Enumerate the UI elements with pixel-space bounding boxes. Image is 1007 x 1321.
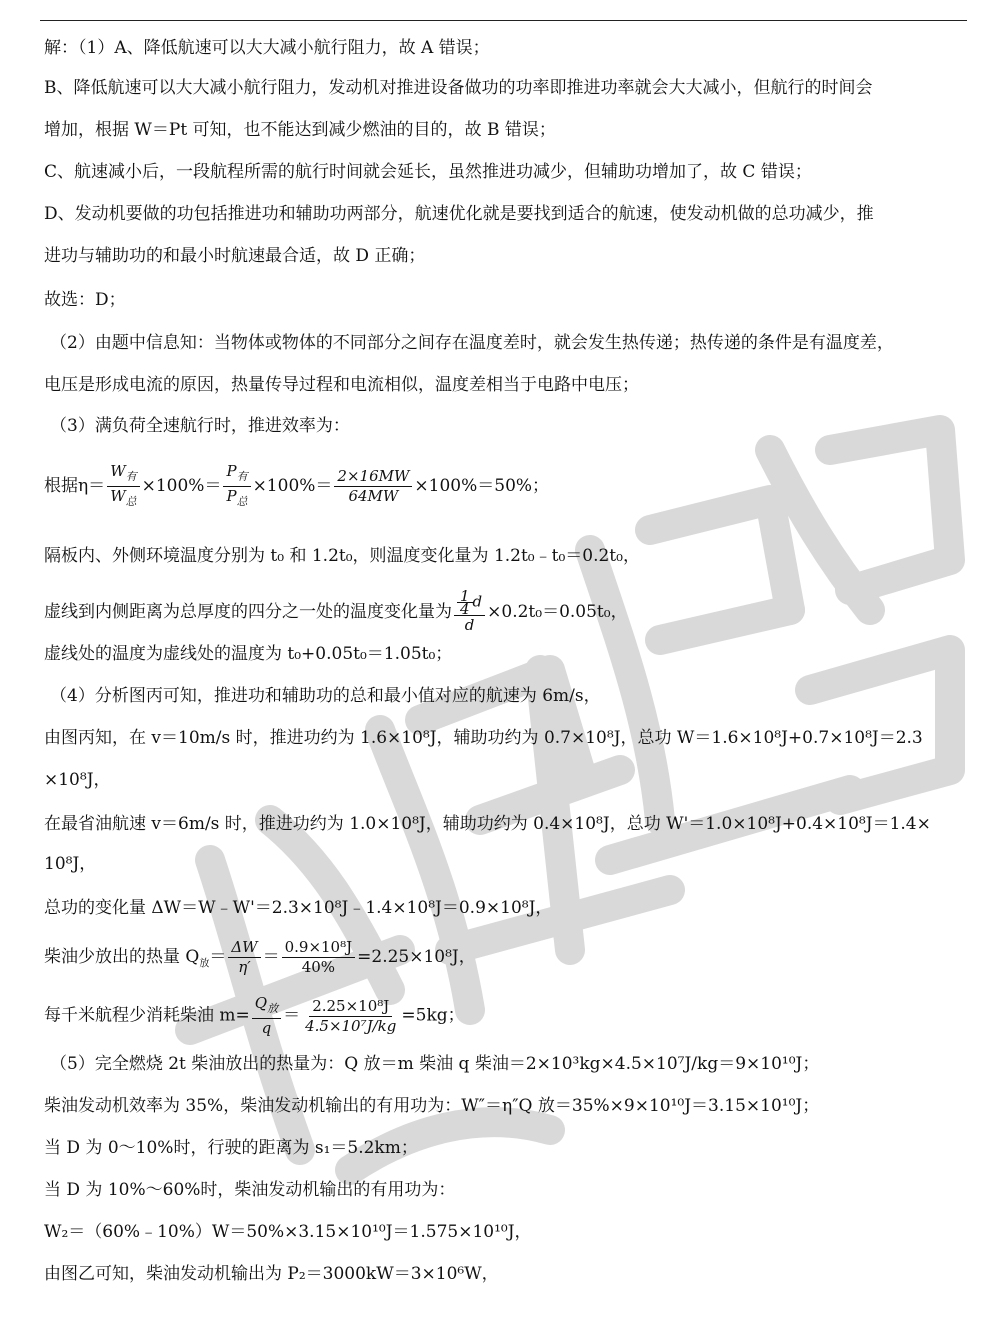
line-9: 电压是形成电流的原因，热量传导过程和电流相似，温度差相当于电路中电压；: [44, 375, 639, 395]
line-7: 故选：D；: [44, 290, 126, 310]
line-23: （5）完全燃烧 2t 柴油放出的热量为：Q 放＝m 柴油 q 柴油＝2×10³kg×4.5×10⁷J/kg＝9×10¹⁰J；: [50, 1054, 820, 1074]
temp-den: d: [464, 616, 475, 634]
line-3: 增加，根据 W＝Pt 可知，也不能达到减少燃油的目的，故 B 错误；: [44, 120, 556, 140]
line-12: 隔板内、外侧环境温度分别为 t₀ 和 1.2t₀，则温度变化量为 1.2t₀﹣t₀＝0.2t₀，: [44, 546, 640, 566]
eff-w-den: W: [110, 487, 126, 505]
eff-w-den-sub: 总: [125, 495, 137, 508]
eff-w-num: W: [110, 462, 126, 480]
temp-q-den: 4: [460, 600, 470, 618]
line-25: 当 D 为 0～10%时，行驶的距离为 s₁＝5.2km；: [44, 1138, 418, 1158]
heat-v-den: 40%: [301, 958, 336, 976]
eff-mid2: ×100%＝: [252, 476, 333, 496]
fraction-quarter-d-over-d: [454, 587, 485, 635]
heat-eq: ＝: [209, 947, 227, 967]
fraction-values: [334, 467, 412, 506]
heat-tail: =2.25×10⁸J，: [357, 947, 476, 967]
line-efficiency-formula: [44, 462, 549, 511]
eff-v-num: 2×16MW: [334, 467, 412, 487]
temp-q-num: 1: [457, 590, 473, 603]
mass-num: Q: [254, 994, 268, 1012]
line-27: W₂＝（60%﹣10%）W＝50%×3.15×10¹⁰J＝1.575×10¹⁰J，: [44, 1222, 532, 1242]
temp-q-var: d: [472, 592, 483, 611]
mass-eq: ＝: [283, 1005, 301, 1026]
heat-eq2: ＝: [262, 947, 280, 967]
eff-p-den-sub: 总: [236, 495, 248, 508]
mass-num-sub: 放: [267, 1002, 279, 1015]
eff-tail: ×100%＝50%；: [414, 476, 550, 496]
line-14: 虚线处的温度为虚线处的温度为 t₀+0.05t₀＝1.05t₀；: [44, 644, 453, 664]
eff-p-num-sub: 有: [236, 470, 248, 483]
fraction-p-useful-over-total: [223, 462, 250, 511]
eff-p-num: P: [226, 462, 237, 480]
heat-prefix: 柴油少放出的热量 Q: [44, 947, 200, 967]
mass-prefix: 每千米航程少消耗柴油 m=: [44, 1005, 250, 1026]
fraction-mass-values: [302, 997, 399, 1036]
eff-w-num-sub: 有: [125, 470, 137, 483]
line-8: （2）由题中信息知：当物体或物体的不同部分之间存在温度差时，就会发生热传递；热传递的条件是有温度差，: [50, 333, 894, 353]
line-28: 由图乙可知，柴油发动机输出为 P₂＝3000kW＝3×10⁶W，: [44, 1264, 499, 1284]
line-6: 进功与辅助功的和最小时航速最合适，故 D 正确；: [44, 246, 426, 266]
line-5: D、发动机要做的功包括推进功和辅助功两部分，航速优化就是要找到适合的航速，使发动机做的总功减少，推: [44, 204, 874, 224]
line-10: （3）满负荷全速航行时，推进效率为：: [50, 416, 350, 436]
temp-tail: ×0.2t₀＝0.05t₀，: [487, 602, 628, 622]
fraction-one-quarter: [457, 587, 473, 618]
line-4: C、航速减小后，一段航程所需的航行时间就会延长，虽然推进功减少，但辅助功增加了，故 C 错误；: [44, 162, 812, 182]
eff-p-den: P: [226, 487, 237, 505]
line-26: 当 D 为 10%～60%时，柴油发动机输出的有用功为：: [44, 1180, 456, 1200]
eff-v-den: 64MW: [348, 487, 399, 505]
line-2: B、降低航速可以大大减小航行阻力，发动机对推进设备做功的功率即推进功率就会大大减小，但航行的时间会: [44, 78, 873, 98]
mass-tail: =5kg；: [401, 1005, 465, 1026]
mass-v-num: 2.25×10⁸J: [309, 997, 392, 1017]
heat-den: η′: [238, 958, 251, 976]
line-mass-formula: [44, 994, 465, 1038]
fraction-heat-values: [282, 938, 356, 977]
line-19: 10⁸J，: [44, 854, 97, 874]
line-18: 在最省油航速 v＝6m/s 时，推进功约为 1.0×10⁸J，辅助功约为 0.4×10⁸J，总功 W'＝1.0×10⁸J+0.4×10⁸J＝1.4×: [44, 814, 931, 834]
heat-sub: 放: [199, 958, 210, 970]
line-1: 解：（1）A、降低航速可以大大减小航行阻力，故 A 错误；: [44, 38, 490, 58]
heat-num: ΔW: [228, 938, 260, 958]
line-24: 柴油发动机效率为 35%，柴油发动机输出的有用功为：W″＝η″Q 放＝35%×9×10¹⁰J＝3.15×10¹⁰J；: [44, 1096, 820, 1116]
mass-den: q: [261, 1019, 272, 1037]
line-temperature-change: [44, 587, 628, 635]
line-17: ×10⁸J，: [44, 770, 111, 790]
line-20: 总功的变化量 ΔW＝W﹣W'＝2.3×10⁸J﹣1.4×10⁸J＝0.9×10⁸J，: [44, 898, 553, 918]
fraction-q-over-q: [252, 994, 281, 1038]
mass-v-den: 4.5×10⁷J/kg: [305, 1016, 397, 1035]
eff-prefix: 根据η＝: [44, 476, 106, 496]
line-16: 由图丙知，在 v＝10m/s 时，推进功约为 1.6×10⁸J，辅助功约为 0.7×10⁸J，总功 W＝1.6×10⁸J+0.7×10⁸J＝2.3: [44, 728, 923, 748]
line-15: （4）分析图丙可知，推进功和辅助功的总和最小值对应的航速为 6m/s，: [50, 686, 601, 706]
top-rule: [40, 20, 967, 21]
fraction-deltaw-over-eta: [228, 938, 260, 977]
line-heat-formula: [44, 938, 476, 977]
temp-prefix: 虚线到内侧距离为总厚度的四分之一处的温度变化量为: [44, 602, 452, 622]
heat-v-num: 0.9×10⁸J: [282, 938, 356, 958]
fraction-w-useful-over-total: [107, 462, 139, 511]
eff-mid1: ×100%＝: [141, 476, 222, 496]
